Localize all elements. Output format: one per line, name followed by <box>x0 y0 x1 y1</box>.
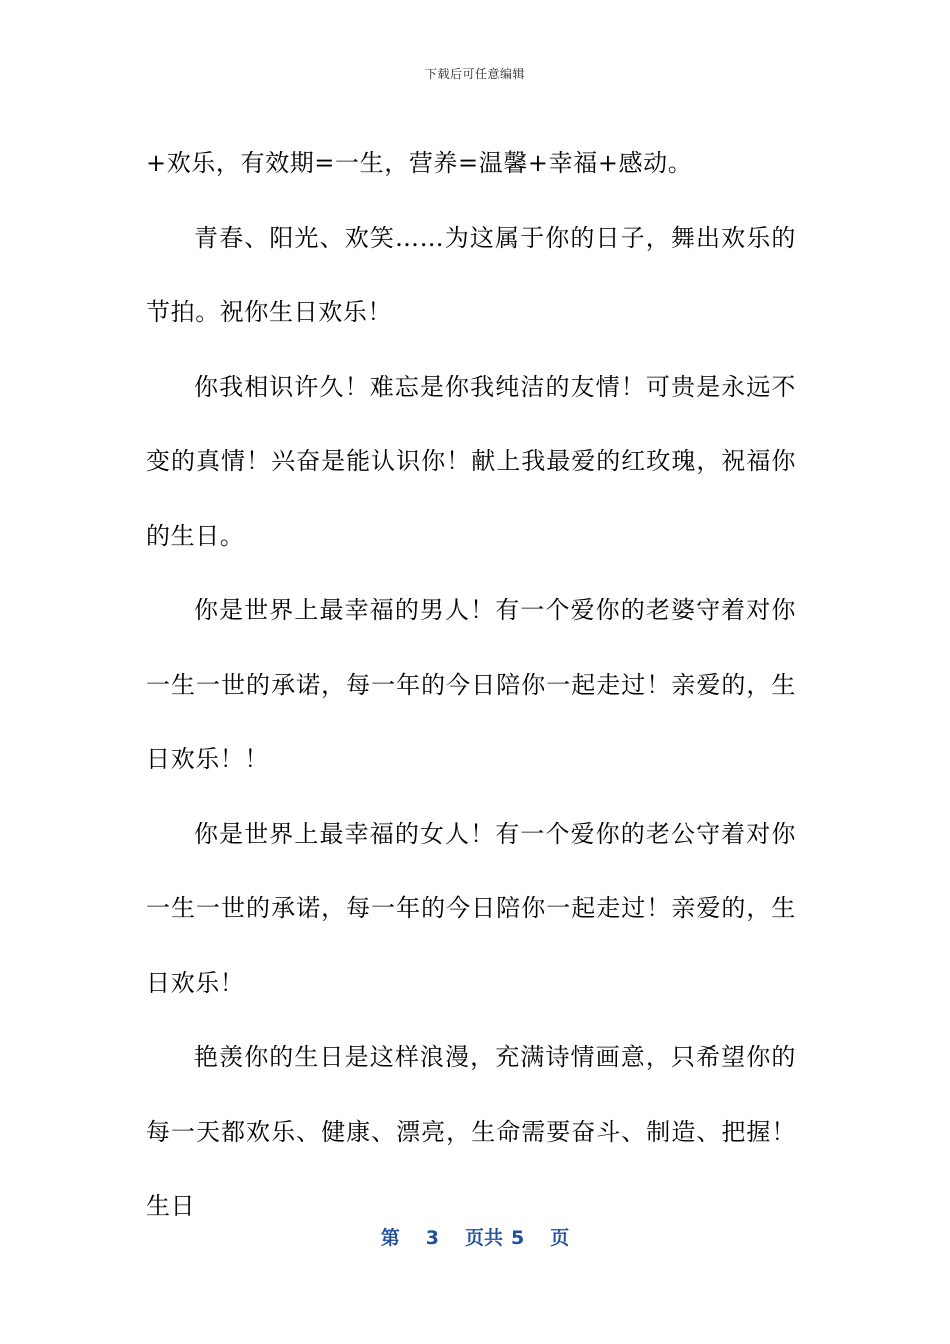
footer-total-pages: 5 <box>511 1227 525 1249</box>
footer-suffix: 页 <box>550 1227 570 1249</box>
page-footer <box>0 1225 950 1251</box>
document-body <box>146 126 796 1244</box>
page-header: 下载后可任意编辑 <box>424 67 525 81</box>
paragraph-6: 艳羡你的生日是这样浪漫，充满诗情画意，只希望你的每一天都欢乐、健康、漂亮，生命需要奋斗、制造、把握！生日 <box>146 1043 796 1220</box>
paragraph-3: 你我相识许久！难忘是你我纯洁的友情！可贵是永远不变的真情！兴奋是能认识你！献上我最爱的红玫瑰，祝福你的生日。 <box>146 372 796 550</box>
footer-current-page: 3 <box>425 1227 439 1249</box>
paragraph-2: 青春、阳光、欢笑……为这属于你的日子，舞出欢乐的节拍。祝你生日欢乐！ <box>146 223 796 326</box>
paragraph-4: 你是世界上最幸福的男人！有一个爱你的老婆守着对你一生一世的承诺，每一年的今日陪你一起走过！亲爱的，生日欢乐！！ <box>146 596 796 773</box>
paragraph-5: 你是世界上最幸福的女人！有一个爱你的老公守着对你一生一世的承诺，每一年的今日陪你一起走过！亲爱的，生日欢乐！ <box>146 819 796 997</box>
footer-middle: 页共 <box>464 1227 503 1249</box>
paragraph-1: +欢乐，有效期=一生，营养=温馨+幸福+感动。 <box>146 149 693 177</box>
footer-prefix: 第 <box>380 1227 400 1249</box>
